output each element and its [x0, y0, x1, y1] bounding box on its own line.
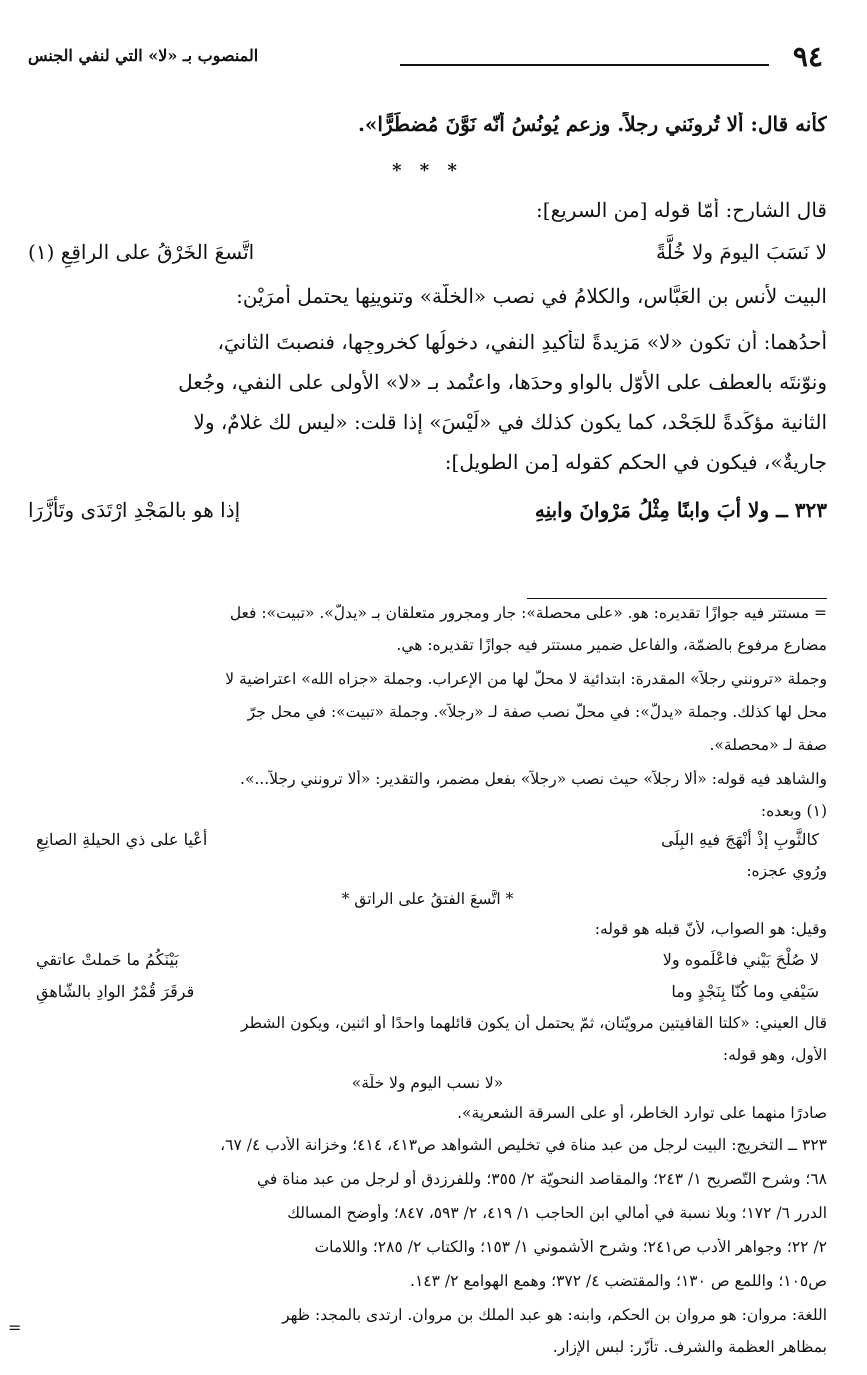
footnote-line: الأول، وهو قوله: — [722, 1046, 827, 1064]
footnote-line: صفة لـ «محصلة». — [709, 736, 827, 754]
footnote-line: ورُوي عجزه: — [746, 862, 827, 880]
footnote-line: ٦٨؛ وشرح التّصريح ١/ ٢٤٣؛ والمقاصد النحويّة ٢/ ٣٥٥؛ وللفرزدق أو لرجل من عبد مناة في — [256, 1170, 827, 1188]
section-stars: * * * — [392, 160, 463, 181]
verse-2-first-hemistich: ٣٢٣ ــ ولا أبَ وابنًا مِثْلُ مَرْوانَ وابنِهِ — [534, 498, 827, 522]
running-title: المنصوب بـ «لا» التي لنفي الجنس — [28, 46, 259, 65]
main-line-4: أحدُهما: أن تكون «لا» مَزيدةً لتأكيدِ النفي، دخولُها كخروجِها، فنصبتَ الثانيَ، — [217, 330, 827, 354]
footnote-line: الدرر ٦/ ١٧٢؛ وبلا نسبة في أمالي ابن الحاجب ١/ ٤١٩، ٢/ ٥٩٣، ٨٤٧؛ وأوضح المسالك — [287, 1204, 827, 1222]
footnote-verse-2: * اتَّسعَ الفتقُ على الراتقِ * — [341, 890, 514, 908]
footnote-verse-3-second: بَيْنَكُمُ ما حَملتْ عاتقي — [36, 950, 179, 969]
main-line-2: قال الشارح: أمّا قوله [من السريع]: — [536, 198, 827, 222]
verse-1-second-hemistich: اتَّسعَ الخَرْقُ على الراقِعِ (١) — [28, 240, 255, 264]
footnote-line: والشاهد فيه قوله: «ألا رجلاً» حيث نصب «رجلاً» بفعل مضمر، والتقدير: «ألا ترونني رجلاً...». — [240, 770, 827, 788]
main-line-3: البيت لأنسِ بن العَبَّاس، والكلامُ في نصب «الخلّة» وتنوينِها يحتمل أمرَيْن: — [236, 284, 827, 308]
footnote-line: (١) وبعده: — [760, 802, 827, 820]
page-number: ٩٤ — [792, 40, 823, 73]
footnote-line: بمظاهر العظمة والشرف. تأزّر: لبس الإزار. — [552, 1338, 827, 1356]
footnote-verse-4-first: سَيْفي وما كُنّا بِنَجْدٍ وما — [671, 982, 819, 1001]
footnote-line: ٣٢٣ ــ التخريج: البيت لرجل من عبد مناة في تخليص الشواهد ص٤١٣، ٤١٤؛ وخزانة الأدب ٤/ ٦٧، — [220, 1136, 827, 1154]
main-line-1: كأنه قال: ألا تُرونَني رجلاً. وزعم يُونُسُ أنّه نَوَّنَ مُضطَرًّا». — [357, 112, 827, 136]
main-line-6: الثانية مؤكِّدةً للجَحْد، كما يكون كذلك في «لَيْسَ» إذا قلت: «ليس لك غلامٌ، ولا — [193, 410, 827, 434]
book-page — [28, 0, 827, 1375]
verse-1-first-hemistich: لا نَسَبَ اليومَ ولا خُلَّةً — [655, 240, 827, 264]
main-line-7: جاريةٌ»، فيكون في الحكم كقوله [من الطويل]: — [444, 450, 827, 474]
footnote-line: ص١٠٥؛ واللمع ص ١٣٠؛ والمقتضب ٤/ ٣٧٢؛ وهمع الهوامع ٢/ ١٤٣. — [410, 1272, 827, 1290]
main-line-5: ونوّنتَه بالعطف على الأوّل بالواو وحدَها، واعتُمد بـ «لا» الأُولى على النفي، وجُعل — [178, 370, 827, 394]
footnote-line: صادرًا منهما على توارد الخاطر، أو على السرقة الشعرية». — [457, 1104, 827, 1122]
footnote-line: مضارع مرفوع بالضمّة، والفاعل ضمير مستتر فيه جوازًا تقديره: هي. — [396, 636, 827, 654]
header-rule — [400, 64, 769, 66]
footnote-verse-4 — [28, 982, 827, 1010]
verse-2 — [28, 498, 827, 528]
footnote-verse-3 — [28, 950, 827, 978]
verse-2-second-hemistich: إذا هو بالمَجْدِ ارْتَدَى وتَأزَّرَا — [28, 498, 241, 522]
footnote-line: وقيل: هو الصواب، لأنّ قبله هو قوله: — [594, 920, 827, 938]
footnote-verse-1-first: كالثَّوبِ إذْ أنْهَجَ فيهِ البِلَى — [661, 830, 819, 849]
footnote-line: ٢/ ٢٢؛ وجواهر الأدب ص٢٤١؛ وشرح الأشموني ١/ ١٥٣؛ والكتاب ٢/ ٢٨٥؛ واللامات — [314, 1238, 827, 1256]
margin-mark: = — [8, 1318, 22, 1337]
footnote-verse-3-first: لا صُلْحَ بَيْني فاعْلَموه ولا — [662, 950, 819, 969]
footnote-verse-1-second: أعْيا على ذي الحيلةِ الصانِعِ — [36, 830, 208, 849]
footnote-line: محل لها كذلك. وجملة «يدلّ»: في محلّ نصب صفة لـ «رجلاً». وجملة «تبيت»: في محل جرّ — [247, 703, 827, 721]
footnote-line: قال العيني: «كلتا القافيتين مرويّتان، ثمّ يحتمل أن يكون قائلهما واحدًا أو اثنين، ويكون الشطر — [241, 1014, 827, 1032]
verse-1 — [28, 240, 827, 270]
footnote-separator — [527, 598, 827, 599]
footnote-verse-5: «لا نسب اليوم ولا خلّة» — [351, 1074, 504, 1092]
footnote-line: = مستتر فيه جوازًا تقديره: هو. «على محصلة»: جار ومجرور متعلقان بـ «يدلّ». «تبيت»: فعل — [229, 604, 827, 622]
footnote-line: وجملة «ترونني رجلاً» المقدرة: ابتدائية لا محلّ لها من الإعراب. وجملة «جزاه الله» اعتراضية لا — [225, 670, 827, 688]
footnote-line: اللغة: مروان: هو مروان بن الحكم، وابنه: هو عبد الملك بن مروان. ارتدى بالمجد: ظهر — [282, 1306, 827, 1324]
footnote-verse-4-second: قرقَرَ قُمْرُ الوادِ بالشّاهقِ — [36, 982, 195, 1001]
page-header — [28, 40, 827, 74]
footnote-verse-1 — [28, 830, 827, 858]
